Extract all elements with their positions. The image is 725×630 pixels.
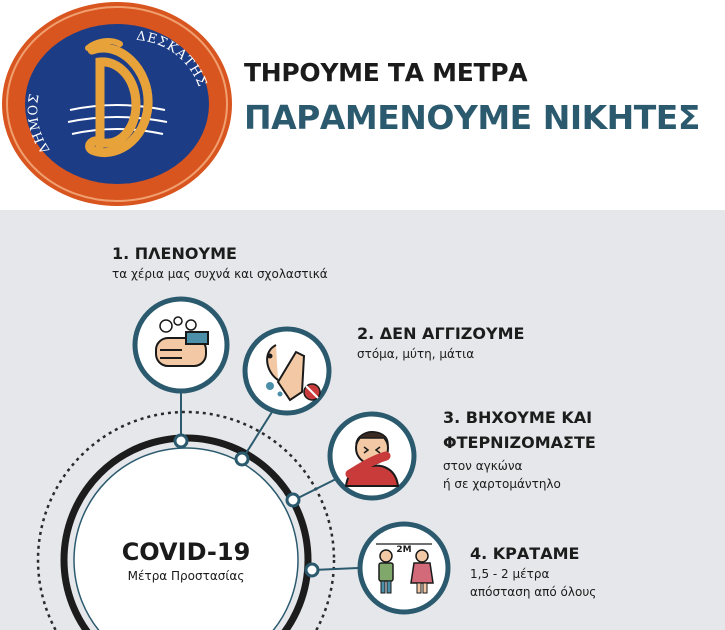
no-touch-face-icon bbox=[245, 329, 329, 413]
step-3-title-line-2: ΦΤΕΡΝΙΖΟΜΑΣΤΕ bbox=[443, 433, 596, 452]
step-4-text-line-1: 1,5 - 2 μέτρα bbox=[470, 567, 550, 581]
step-1-text: τα χέρια μας συχνά και σχολαστικά bbox=[112, 267, 328, 281]
hand-washing-icon bbox=[135, 299, 227, 391]
header-line-2: ΠΑΡΑΜΕΝΟΥΜΕ ΝΙΚΗΤΕΣ bbox=[244, 98, 700, 137]
step-1-title: 1. ΠΛΕΝΟΥΜΕ bbox=[112, 244, 237, 263]
center-subtitle: Μέτρα Προστασίας bbox=[127, 569, 245, 583]
step-4-text-line-2: απόσταση από όλους bbox=[470, 585, 597, 599]
header-line-1: ΤΗΡΟΥΜΕ ΤΑ ΜΕΤΡΑ bbox=[244, 58, 528, 87]
sneeze-elbow-icon bbox=[330, 414, 414, 498]
logo-text-right: ΔΕΣΚΑΤΗΣ bbox=[135, 28, 210, 90]
step-2-text: στόμα, μύτη, μάτια bbox=[357, 347, 475, 361]
municipality-logo bbox=[2, 2, 232, 206]
step-2-title: 2. ΔΕΝ ΑΓΓΙΖΟΥΜΕ bbox=[357, 324, 525, 343]
step-4-title: 4. ΚΡΑΤΑΜΕ bbox=[470, 544, 580, 563]
distance-badge: 2M bbox=[396, 545, 412, 555]
social-distance-icon bbox=[360, 524, 448, 612]
center-title: COVID-19 bbox=[121, 538, 251, 566]
step-3-text-line-2: ή σε χαρτομάντηλο bbox=[443, 477, 561, 491]
logo-text-left: ΔΗΜΟΣ bbox=[26, 92, 54, 156]
step-3-title-line-1: 3. ΒΗΧΟΥΜΕ ΚΑΙ bbox=[443, 408, 593, 427]
step-3-text-line-1: στον αγκώνα bbox=[443, 459, 523, 473]
